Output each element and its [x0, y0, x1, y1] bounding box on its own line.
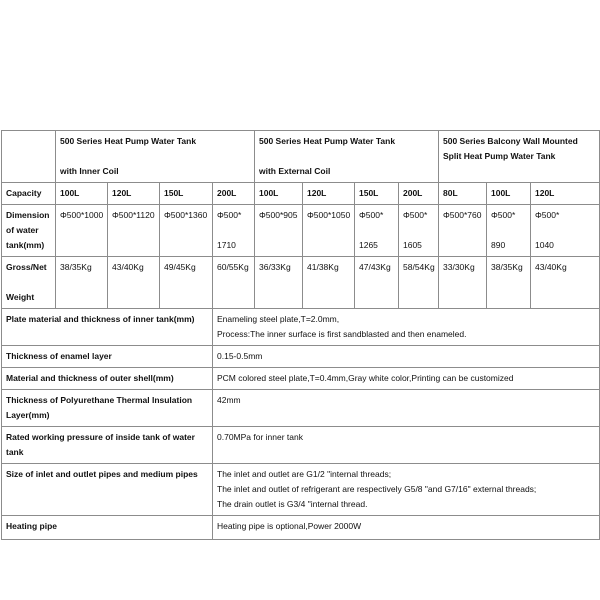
corner-cell [2, 131, 56, 183]
capacity-cell: 200L [213, 183, 255, 205]
series-external-coil-header: 500 Series Heat Pump Water Tank with External Coil [255, 131, 439, 183]
spec-value: 0.15-0.5mm [213, 346, 600, 368]
spec-row [2, 464, 600, 516]
spec-label: Rated working pressure of inside tank of water tank [2, 427, 213, 464]
spec-row [2, 390, 600, 427]
spec-label: Thickness of enamel layer [2, 346, 213, 368]
capacity-cell: 150L [355, 183, 399, 205]
weight-cell: 38/35Kg [487, 257, 531, 309]
capacity-cell: 150L [160, 183, 213, 205]
spec-value: The inlet and outlet are G1/2 "internal threads; The inlet and outlet of refrigerant are respectively G5/8 "and G7/16" external threads; The drain outlet is G3/4 "internal thread. [213, 464, 600, 516]
weight-row [2, 257, 600, 309]
spec-value: 0.70MPa for inner tank [213, 427, 600, 464]
dimension-cell: Φ500* 1710 [213, 205, 255, 257]
capacity-cell: 120L [108, 183, 160, 205]
dimension-cell: Φ500* 1265 [355, 205, 399, 257]
dimension-cell: Φ500*1360 [160, 205, 213, 257]
spec-row [2, 309, 600, 346]
series-inner-coil-header: 500 Series Heat Pump Water Tank with Inner Coil [56, 131, 255, 183]
series-balcony-header: 500 Series Balcony Wall Mounted Split Heat Pump Water Tank [439, 131, 600, 183]
dimension-cell: Φ500* 890 [487, 205, 531, 257]
spec-value: 42mm [213, 390, 600, 427]
weight-cell: 43/40Kg [108, 257, 160, 309]
spec-label: Heating pipe [2, 516, 213, 540]
weight-cell: 38/35Kg [56, 257, 108, 309]
capacity-cell: 80L [439, 183, 487, 205]
spec-label: Material and thickness of outer shell(mm) [2, 368, 213, 390]
spec-label: Thickness of Polyurethane Thermal Insulation Layer(mm) [2, 390, 213, 427]
dimension-cell: Φ500*905 [255, 205, 303, 257]
spec-value: Enameling steel plate,T=2.0mm, Process:The inner surface is first sandblasted and then enameled. [213, 309, 600, 346]
spec-label: Plate material and thickness of inner tank(mm) [2, 309, 213, 346]
capacity-cell: 120L [531, 183, 600, 205]
spec-row [2, 346, 600, 368]
weight-cell: 58/54Kg [399, 257, 439, 309]
weight-cell: 60/55Kg [213, 257, 255, 309]
spec-label: Size of inlet and outlet pipes and medium pipes [2, 464, 213, 516]
dimension-label: Dimension of water tank(mm) [2, 205, 56, 257]
spec-value: Heating pipe is optional,Power 2000W [213, 516, 600, 540]
spec-table [1, 130, 600, 540]
spec-value: PCM colored steel plate,T=0.4mm,Gray white color,Printing can be customized [213, 368, 600, 390]
capacity-cell: 120L [303, 183, 355, 205]
weight-cell: 47/43Kg [355, 257, 399, 309]
weight-label: Gross/Net Weight [2, 257, 56, 309]
series-header-row [2, 131, 600, 183]
weight-cell: 43/40Kg [531, 257, 600, 309]
dimension-row [2, 205, 600, 257]
dimension-cell: Φ500*1050 [303, 205, 355, 257]
weight-cell: 33/30Kg [439, 257, 487, 309]
dimension-cell: Φ500* 1605 [399, 205, 439, 257]
dimension-cell: Φ500*1120 [108, 205, 160, 257]
capacity-cell: 100L [255, 183, 303, 205]
dimension-cell: Φ500*1000 [56, 205, 108, 257]
capacity-row [2, 183, 600, 205]
weight-cell: 41/38Kg [303, 257, 355, 309]
weight-cell: 49/45Kg [160, 257, 213, 309]
capacity-label: Capacity [2, 183, 56, 205]
capacity-cell: 100L [56, 183, 108, 205]
capacity-cell: 100L [487, 183, 531, 205]
spec-row [2, 368, 600, 390]
spec-row [2, 427, 600, 464]
dimension-cell: Φ500* 1040 [531, 205, 600, 257]
weight-cell: 36/33Kg [255, 257, 303, 309]
dimension-cell: Φ500*760 [439, 205, 487, 257]
capacity-cell: 200L [399, 183, 439, 205]
spec-row [2, 516, 600, 540]
